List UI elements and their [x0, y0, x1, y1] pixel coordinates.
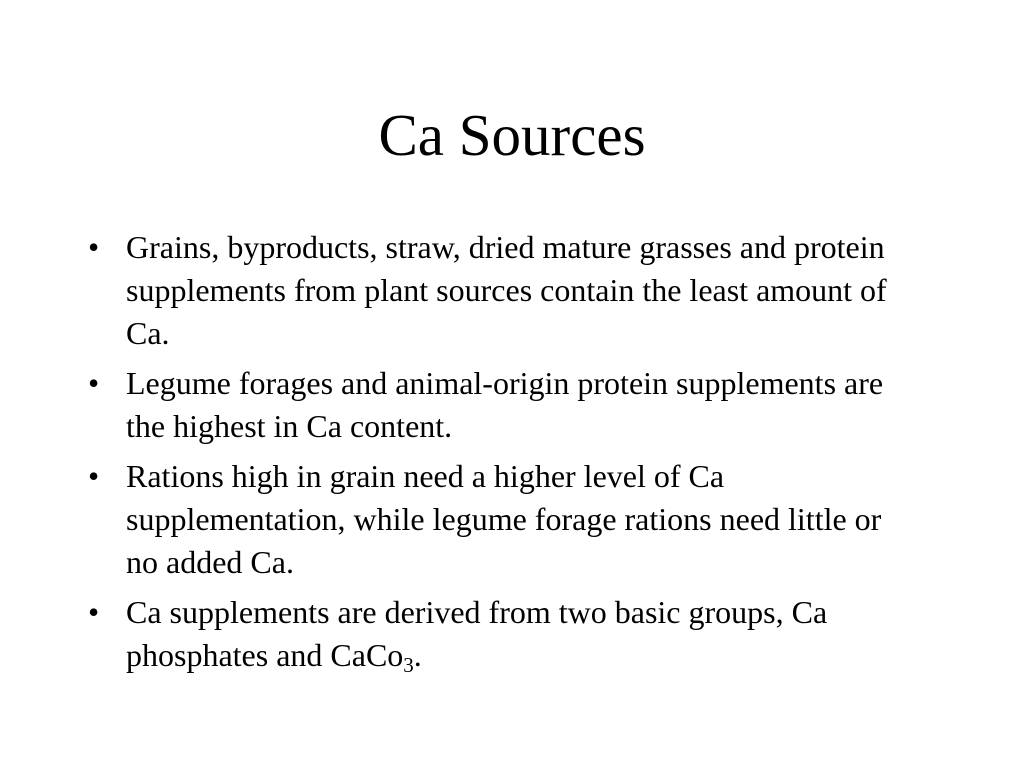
bullet-item-legume-forages	[82, 362, 902, 448]
bullet-text: Rations high in grain need a higher level of Ca supplementation, while legume forage rations need little or no added Ca.	[126, 458, 882, 580]
bullet-item-rations	[82, 455, 902, 584]
bullet-icon: •	[88, 229, 100, 265]
subscript-3: 3	[403, 653, 414, 677]
slide-title: Ca Sources	[378, 102, 646, 168]
bullet-text: Ca supplements are derived from two basic groups, Ca phosphates and CaCo	[126, 594, 828, 673]
bullet-icon: •	[88, 594, 100, 630]
bullet-text: Grains, byproducts, straw, dried mature grasses and protein supplements from plant sources contain the least amount of Ca.	[126, 229, 887, 351]
bullet-suffix: .	[413, 637, 422, 673]
bullet-item-supplements	[82, 591, 902, 677]
bullet-icon: •	[88, 365, 100, 401]
bullet-text: Legume forages and animal-origin protein supplements are the highest in Ca content.	[126, 365, 884, 444]
bullet-item-grains	[82, 226, 902, 355]
bullet-icon: •	[88, 458, 100, 494]
bullet-list	[82, 226, 902, 684]
